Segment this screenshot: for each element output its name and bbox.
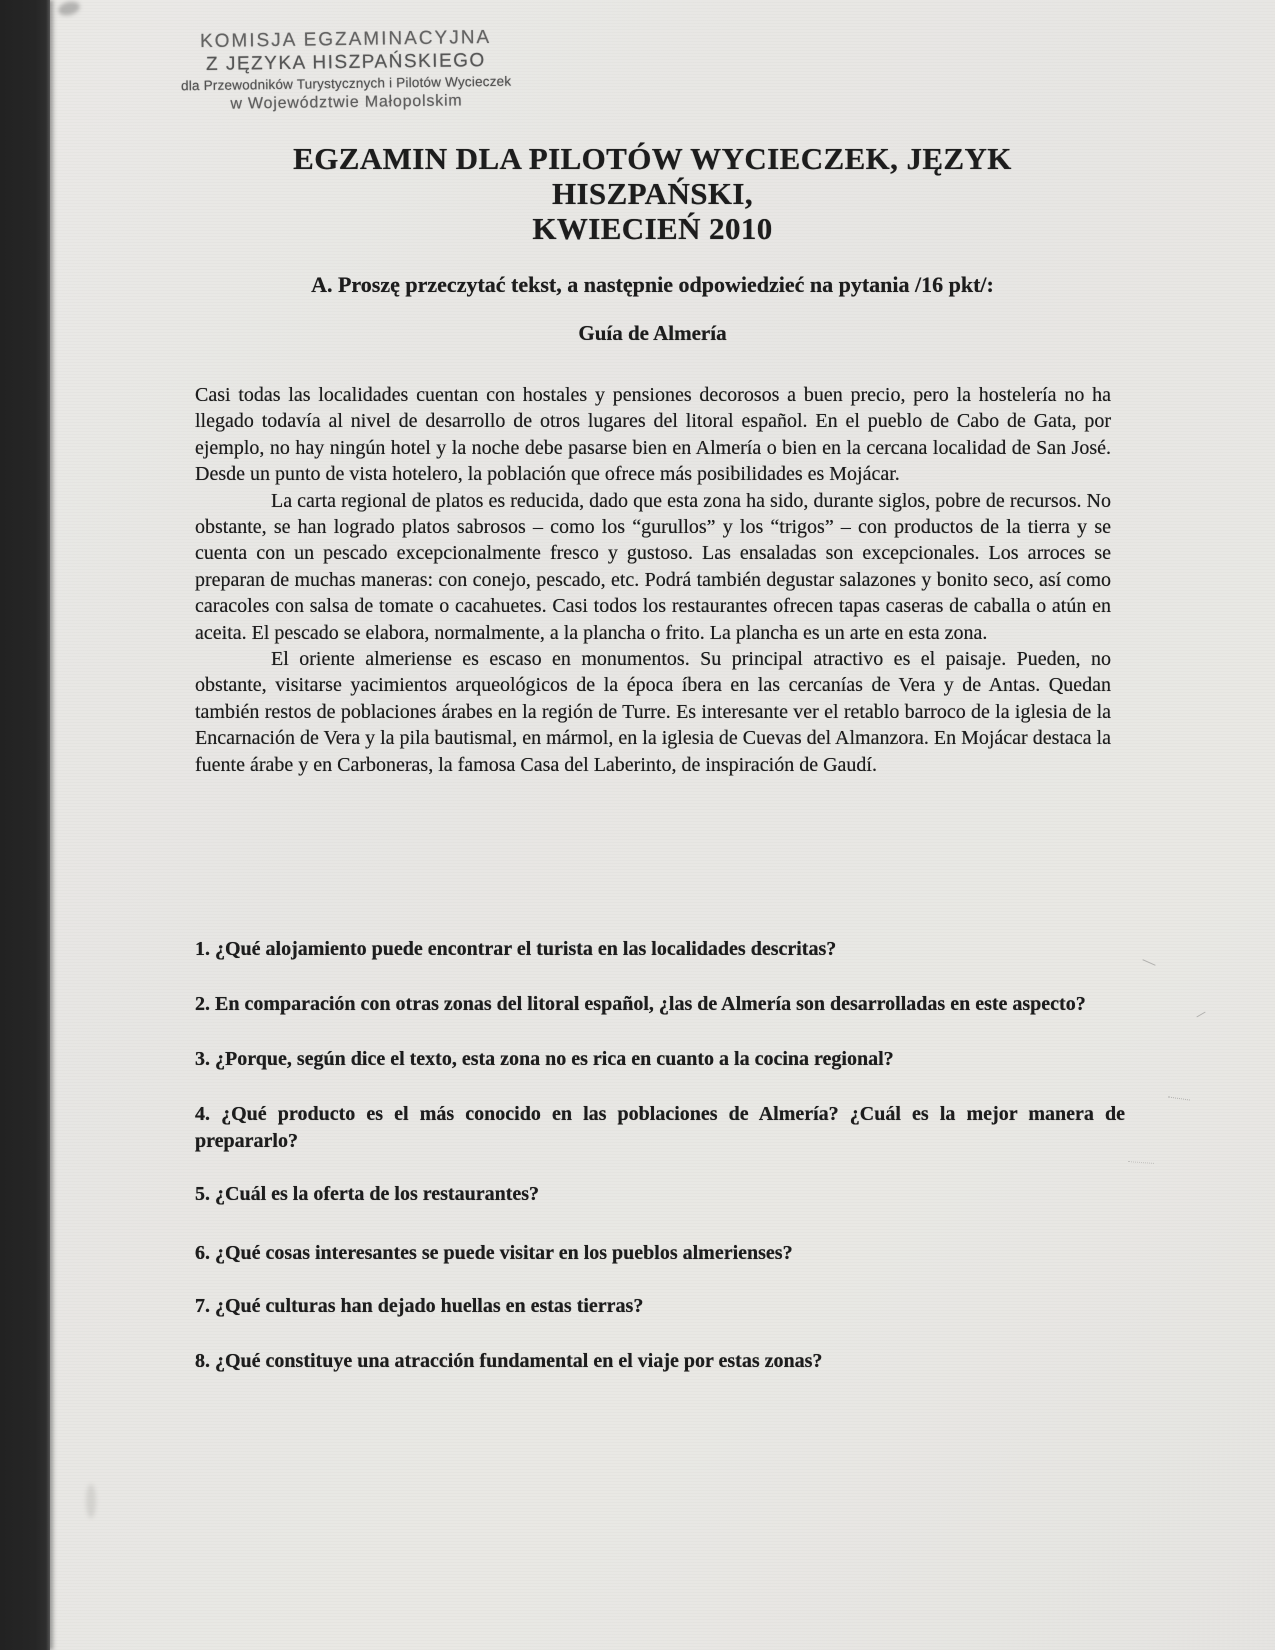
scan-artifact (1168, 1096, 1190, 1100)
question-6: 6. ¿Qué cosas interesantes se puede visitar en los pueblos almerienses? (195, 1242, 793, 1264)
question-2: 2. En comparación con otras zonas del litoral español, ¿las de Almería son desarrolladas en este aspecto? (195, 993, 1086, 1015)
stamp-line-1: KOMISJA EGZAMINACYJNA (199, 26, 492, 53)
section-a-heading: A. Proszę przeczytać tekst, a następnie odpowiedzieć na pytania /16 pkt/: (311, 272, 994, 297)
question-4: 4. ¿Qué producto es el más conocido en las poblaciones de Almería? ¿Cuál es la mejor manera de prepararlo? (195, 1103, 1125, 1152)
question-3: 3. ¿Porque, según dice el texto, esta zona no es rica en cuanto a la cocina regional? (195, 1048, 894, 1070)
scan-artifact (57, 0, 82, 18)
scan-artifact (86, 1484, 96, 1518)
page-title-line-2: KWIECIEŃ 2010 (532, 211, 773, 246)
question-1: 1. ¿Qué alojamiento puede encontrar el turista en las localidades descritas? (195, 938, 837, 960)
question-7: 7. ¿Qué culturas han dejado huellas en estas tierras? (195, 1295, 644, 1317)
stamp-line-3: dla Przewodników Turystycznych i Pilotów Wycieczek (180, 74, 512, 94)
page-title-line-1: EGZAMIN DLA PILOTÓW WYCIECZEK, JĘZYK HISZPAŃSKI, (293, 141, 1012, 211)
question-5: 5. ¿Cuál es la oferta de los restaurantes? (195, 1183, 540, 1205)
paragraph: La carta regional de platos es reducida, dado que esta zona ha sido, durante siglos, pobre de recursos. No obstante, se han logrado platos sabrosos – como los “gurullos” y los “trigos” – con productos de la tierra y se cuenta con un pescado excepcionalmente fresco y gustoso. Las ensaladas son excepcionales. Los arroces se preparan de muchas maneras: con conejo, pescado, etc. Podrá también degustar salazones y bonito seco, así como caracoles con salsa de tomate o cacahuetes. Casi todos los restaurantes ofrecen tapas caseras de caballa o atún en aceita. El pescado se elabora, normalmente, a la plancha o frito. La plancha es un arte en esta zona. (195, 489, 1111, 644)
exam-commission-stamp (167, 26, 524, 115)
scan-artifact (1128, 1161, 1154, 1164)
scan-artifact (1196, 1012, 1205, 1018)
reading-text (195, 382, 1111, 778)
scan-edge-bar (0, 0, 50, 1650)
paragraph: El oriente almeriense es escaso en monumentos. Su principal atractivo es el paisaje. Pueden, no obstante, visitarse yacimientos arqueológicos de la época íbera en las cercanías de Vera y de Antas. Quedan también restos de poblaciones árabes en la región de Turre. Es interesante ver el retablo barroco de la iglesia de la Encarnación de Vera y la pila bautismal, en mármol, en la iglesia de Cuevas del Almanzora. En Mojácar destaca la fuente árabe y en Carboneras, la famosa Casa del Laberinto, de inspiración de Gaudí. (195, 648, 1111, 776)
page-title (195, 141, 1110, 246)
stamp-line-2: Z JĘZYKA HISZPAŃSKIEGO (205, 50, 486, 76)
question-list (195, 936, 1125, 1403)
stamp-line-4: w Województwie Małopolskim (230, 92, 463, 113)
scan-artifact (1142, 959, 1155, 966)
question-8: 8. ¿Qué constituye una atracción fundamental en el viaje por estas zonas? (195, 1350, 823, 1372)
paragraph: Casi todas las localidades cuentan con hostales y pensiones decorosos a buen precio, pero la hostelería no ha llegado todavía al nivel de desarrollo de otros lugares del litoral español. En el pueblo de Cabo de Gata, por ejemplo, no hay ningún hotel y la noche debe pasarse bien en Almería o bien en la cercana localidad de San José. Desde un punto de vista hotelero, la población que ofrece más posibilidades es Mojácar. (195, 384, 1111, 486)
reading-text-title: Guía de Almería (578, 321, 727, 345)
